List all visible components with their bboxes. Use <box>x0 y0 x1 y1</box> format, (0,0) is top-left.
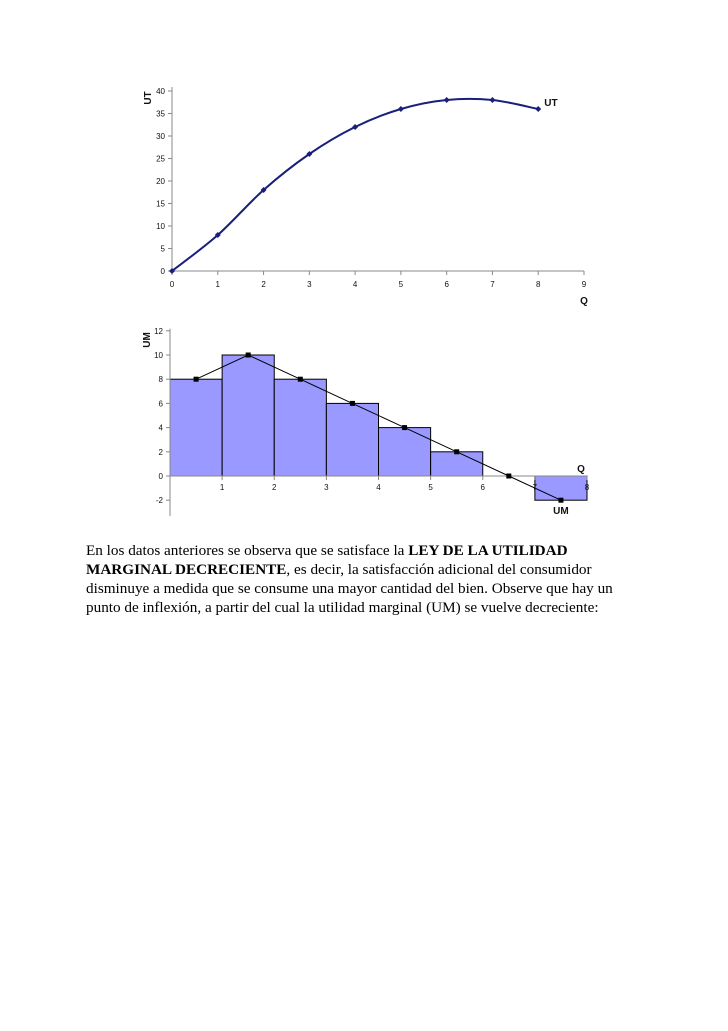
x-tick-label: 9 <box>581 280 587 289</box>
x-tick-label: 3 <box>324 483 329 492</box>
x-tick-label: 8 <box>535 280 541 289</box>
x-tick-label: 1 <box>215 280 221 289</box>
um-bar <box>170 379 222 476</box>
y-tick-label: 25 <box>156 154 165 164</box>
x-tick-label: 7 <box>532 483 538 492</box>
y-tick-label: 35 <box>156 109 165 119</box>
y-tick-label: 6 <box>158 399 163 409</box>
ut-point <box>444 97 450 103</box>
paragraph-text-end: , es decir, la satisfacción adicional del consumidor disminuye a medida que se consume una mayor cantidad del bien. Observe que hay un punto de inflexión, a partir del cual la utilidad marginal (UM) se vuelve decreciente: <box>86 561 613 616</box>
um-point <box>298 377 303 382</box>
y-tick-label: 12 <box>154 326 163 336</box>
ut-chart <box>0 0 728 310</box>
y-tick-label: 10 <box>154 351 163 360</box>
y-tick-label: 10 <box>156 222 165 231</box>
x-tick-label: 6 <box>444 280 449 289</box>
explanation-paragraph <box>86 541 646 617</box>
um-point <box>246 353 251 358</box>
y-tick-label: 0 <box>160 267 165 276</box>
paragraph-text-start: En los datos anteriores se observa que se satisface la <box>86 542 409 559</box>
um-bar <box>431 452 483 476</box>
y-tick-label: 4 <box>158 423 163 433</box>
ut-series-label: UT <box>544 98 558 109</box>
ut-point <box>535 106 541 112</box>
um-bar <box>326 403 378 476</box>
um-bar <box>532 476 587 500</box>
um-bar <box>222 355 274 476</box>
y-axis-title: UM <box>142 332 153 348</box>
y-tick-label: 8 <box>158 375 163 385</box>
um-series-label: UM <box>553 506 569 518</box>
y-tick-label: 5 <box>160 244 165 254</box>
y-axis-title: UT <box>143 91 154 105</box>
um-point <box>506 474 511 479</box>
x-tick-label: 5 <box>398 280 404 289</box>
x-tick-label: 4 <box>352 280 358 289</box>
x-tick-label: 6 <box>480 483 485 492</box>
x-tick-label: 2 <box>261 280 266 289</box>
um-chart <box>0 310 728 530</box>
um-point <box>454 449 459 454</box>
y-tick-label: 2 <box>158 447 163 457</box>
x-tick-label: 5 <box>428 483 433 492</box>
y-tick-label: 15 <box>156 199 165 209</box>
x-tick-label: 8 <box>584 483 590 492</box>
x-axis-title: Q <box>577 464 585 475</box>
y-tick-label: 40 <box>156 87 165 96</box>
y-tick-label: 0 <box>158 472 163 481</box>
x-tick-label: 2 <box>272 483 277 492</box>
ut-point <box>489 97 495 103</box>
x-tick-label: 1 <box>219 483 225 492</box>
um-bar <box>379 428 431 476</box>
y-tick-label: 30 <box>156 132 165 141</box>
um-point <box>350 401 355 406</box>
x-tick-label: 4 <box>376 483 381 492</box>
um-bar <box>274 379 326 476</box>
x-axis-title: Q <box>580 296 588 307</box>
y-tick-label: -2 <box>155 496 163 506</box>
um-point <box>402 425 407 430</box>
x-tick-label: 7 <box>490 280 495 289</box>
um-point <box>558 498 563 503</box>
um-point <box>194 377 199 382</box>
x-tick-label: 0 <box>169 280 175 289</box>
law-name: LEY DE LA UTILIDAD MARGINAL DECRECIENTE <box>86 542 568 578</box>
x-tick-label: 3 <box>307 280 312 289</box>
ut-point <box>398 106 404 112</box>
y-tick-label: 20 <box>156 177 165 186</box>
